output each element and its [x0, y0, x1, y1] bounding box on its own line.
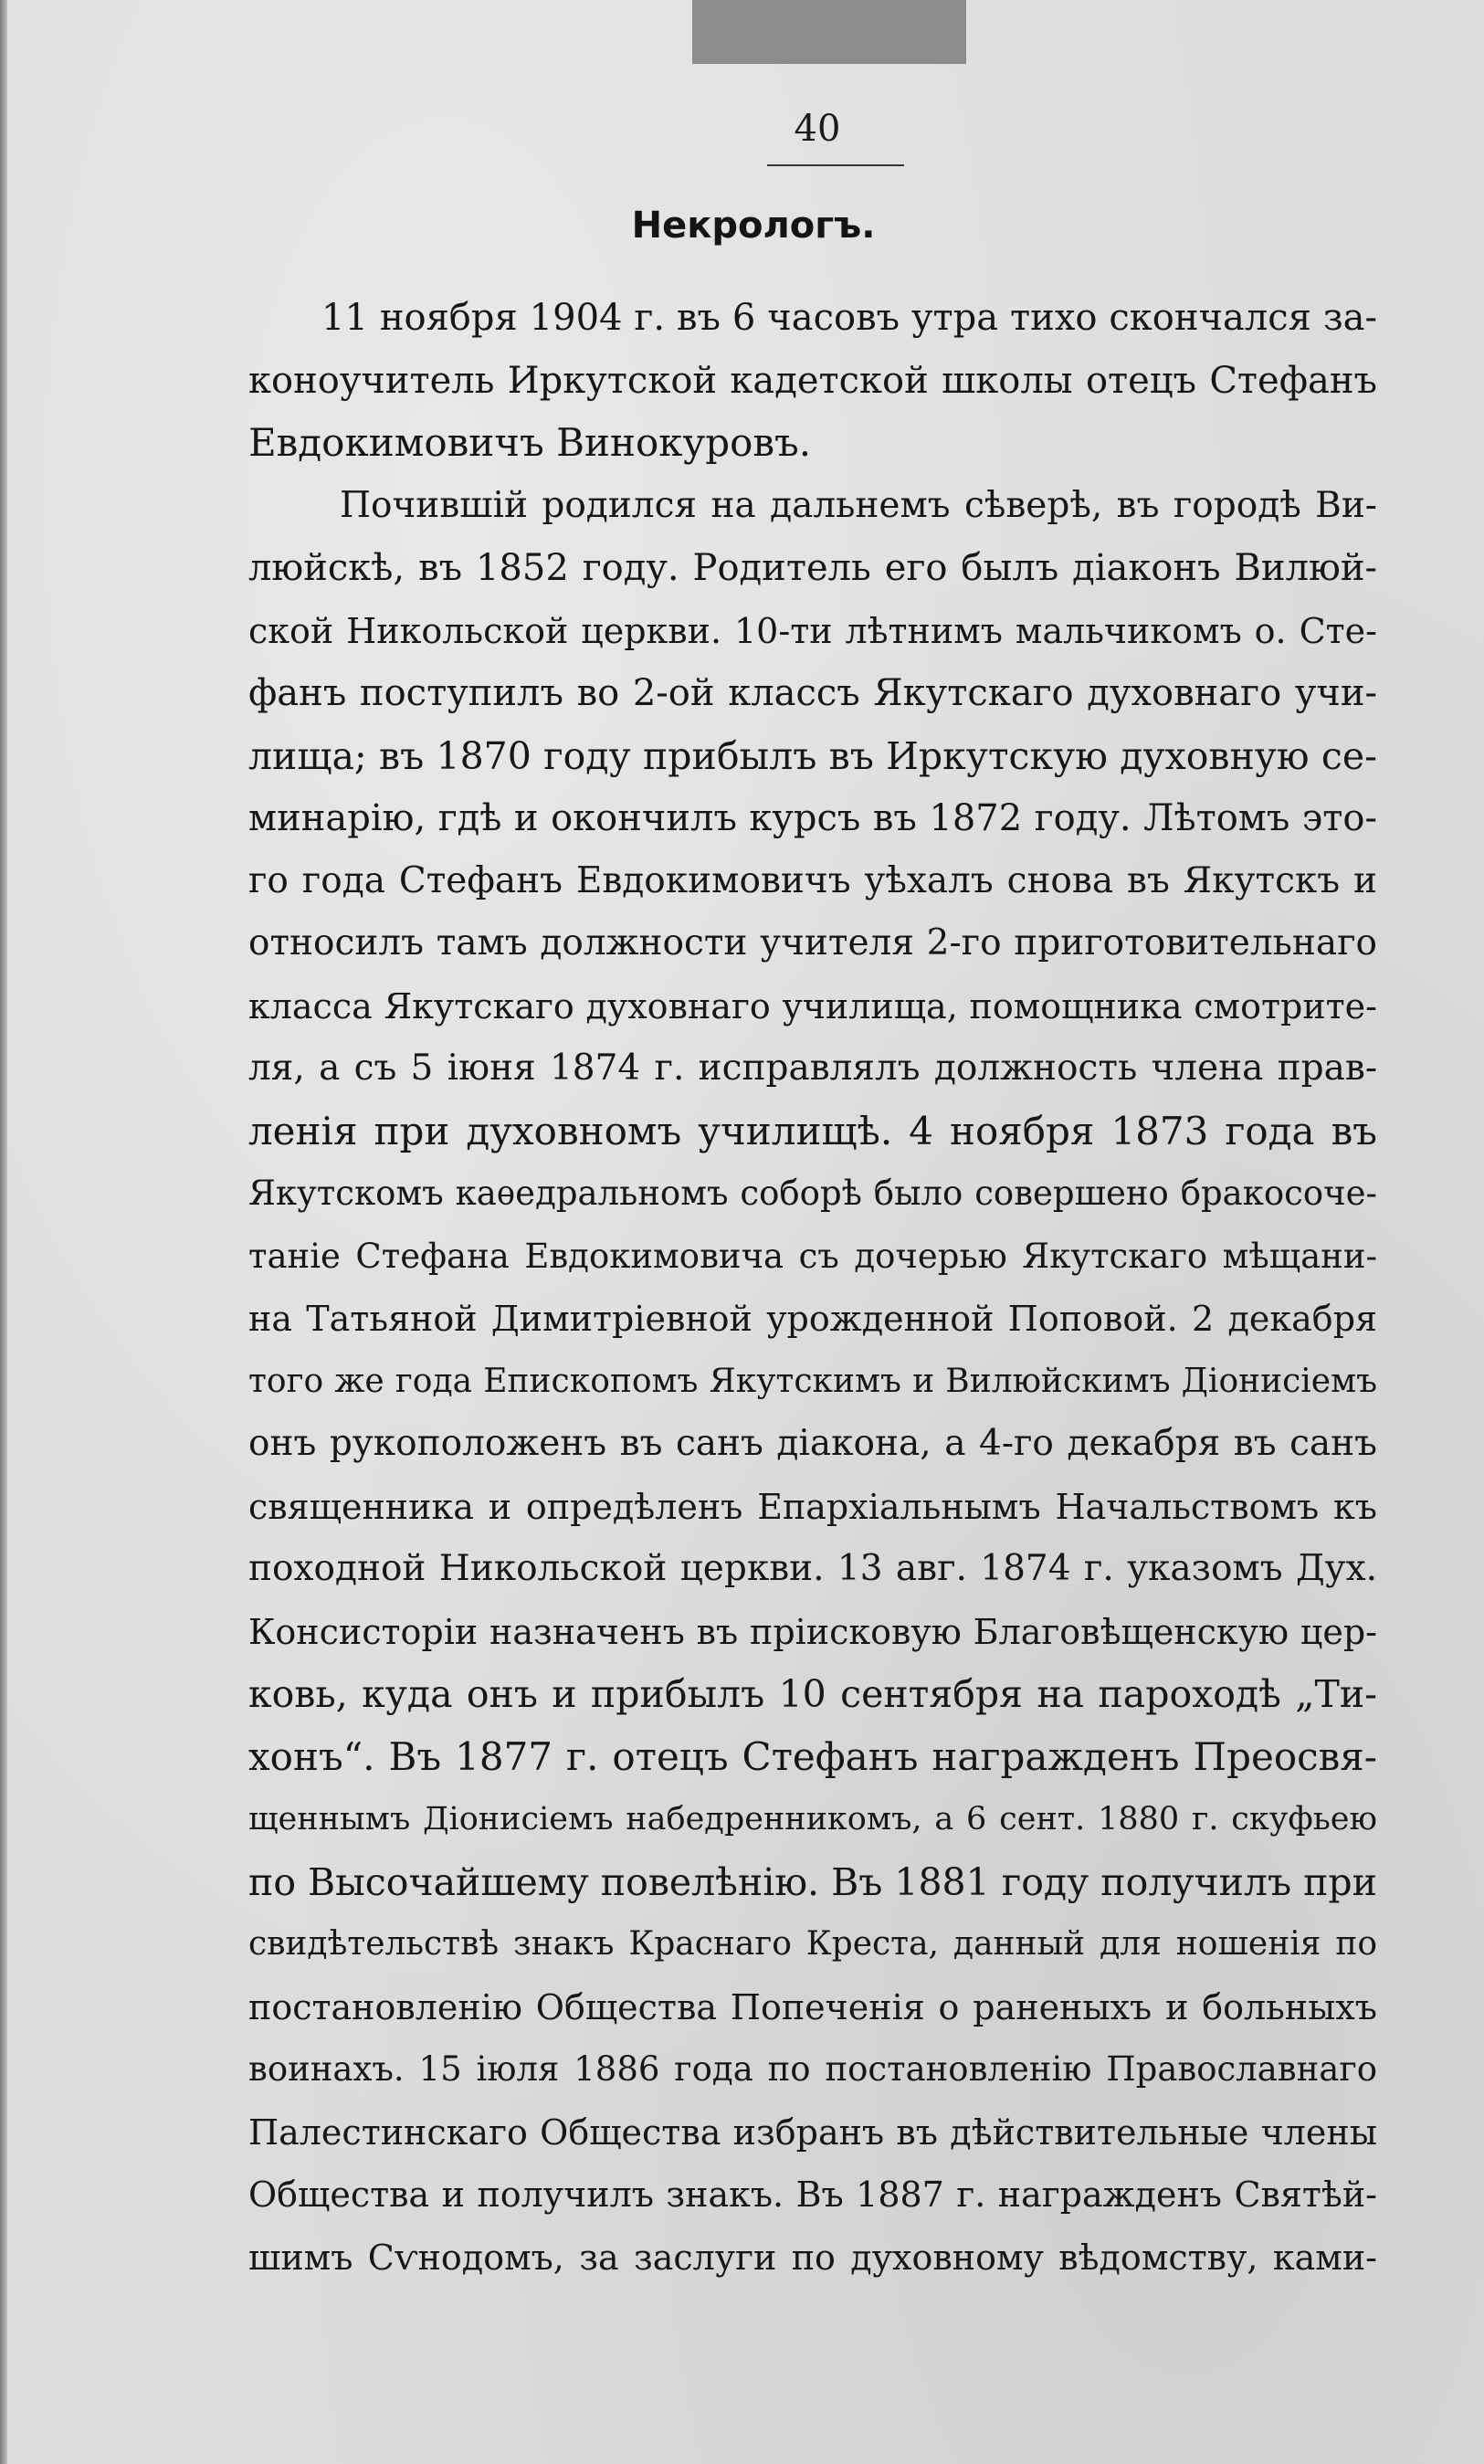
- text-line: Евдокимовичъ Винокуровъ.: [248, 420, 812, 465]
- text-line: свидѣтельствѣ знакъ Краснаго Креста, данный для ношенія по: [248, 1925, 1377, 1963]
- text-line: относилъ тамъ должности учителя 2-го приготовительнаго: [248, 922, 1377, 963]
- text-line: воинахъ. 15 іюля 1886 года по постановленію Православнаго: [248, 2049, 1377, 2089]
- text-line: люйскѣ, въ 1852 году. Родитель его былъ діаконъ Вилюй-: [248, 547, 1377, 589]
- text-line: ковь, куда онъ и прибылъ 10 сентября на пароходѣ „Ти-: [248, 1672, 1377, 1716]
- text-line: минарію, гдѣ и окончилъ курсъ въ 1872 году. Лѣтомъ это-: [248, 797, 1377, 839]
- text-line: коноучитель Иркутской кадетской школы отецъ Стефанъ: [248, 359, 1377, 402]
- text-line: Якутскомъ каѳедральномъ соборѣ было совершено бракосоче-: [248, 1174, 1377, 1213]
- text-line: фанъ поступилъ во 2-ой классъ Якутскаго духовнаго учи-: [248, 672, 1377, 714]
- text-line: походной Никольской церкви. 13 авг. 1874 г. указомъ Дух.: [248, 1548, 1377, 1589]
- page-number: 40: [794, 108, 841, 150]
- text-line: Общества и получилъ знакъ. Въ 1887 г. награжденъ Святѣй-: [248, 2174, 1377, 2215]
- text-line: того же года Епископомъ Якутскимъ и Вилюйскимъ Діонисіемъ: [248, 1362, 1377, 1400]
- text-line: 11 ноября 1904 г. въ 6 часовъ утра тихо скончался за-: [321, 297, 1377, 339]
- text-line: ленія при духовномъ училищѣ. 4 ноября 1873 года въ: [248, 1108, 1377, 1153]
- text-line: постановленію Общества Попеченія о раненыхъ и больныхъ: [248, 1986, 1377, 2027]
- text-line: по Высочайшему повелѣнію. Въ 1881 году получилъ при: [248, 1859, 1377, 1904]
- text-line: таніе Стефана Евдокимовича съ дочерью Якутскаго мѣщани-: [248, 1236, 1377, 1276]
- text-line: Консисторіи назначенъ въ пріисковую Благовѣщенскую цер-: [248, 1611, 1377, 1652]
- text-line: Почившій родился на дальнемъ сѣверѣ, въ городѣ Ви-: [340, 484, 1377, 526]
- text-line: священника и опредѣленъ Епархіальнымъ Начальствомъ къ: [248, 1486, 1377, 1527]
- page-edge-shadow: [0, 0, 7, 2464]
- scan-tab-mark: [692, 0, 966, 64]
- obituary-text: [248, 287, 1377, 2289]
- text-line: го года Стефанъ Евдокимовичъ уѣхалъ снова въ Якутскъ и: [248, 859, 1377, 901]
- text-line: на Татьяной Димитріевной урожденной Поповой. 2 декабря: [248, 1299, 1377, 1339]
- text-line: Палестинскаго Общества избранъ въ дѣйствительные члены: [248, 2111, 1377, 2153]
- text-line: ля, а съ 5 іюня 1874 г. исправлялъ должность члена прав-: [248, 1048, 1377, 1089]
- text-line: шимъ Сѵнодомъ, за заслуги по духовному вѣдомству, ками-: [248, 2237, 1377, 2278]
- page-number-rule: [767, 164, 904, 166]
- text-line: лища; въ 1870 году прибылъ въ Иркутскую духовную се-: [248, 733, 1377, 778]
- page-heading: Некрологъ.: [631, 205, 876, 247]
- text-line: класса Якутскаго духовнаго училища, помощника смотрите-: [248, 985, 1377, 1027]
- text-line: ской Никольской церкви. 10-ти лѣтнимъ мальчикомъ о. Сте-: [248, 610, 1377, 651]
- text-line: онъ рукоположенъ въ санъ діакона, а 4-го декабря въ санъ: [248, 1423, 1377, 1464]
- text-line: хонъ“. Въ 1877 г. отецъ Стефанъ награжденъ Преосвя-: [248, 1733, 1377, 1779]
- text-line: щеннымъ Діонисіемъ набедренникомъ, а 6 сент. 1880 г. скуфьею: [248, 1801, 1377, 1837]
